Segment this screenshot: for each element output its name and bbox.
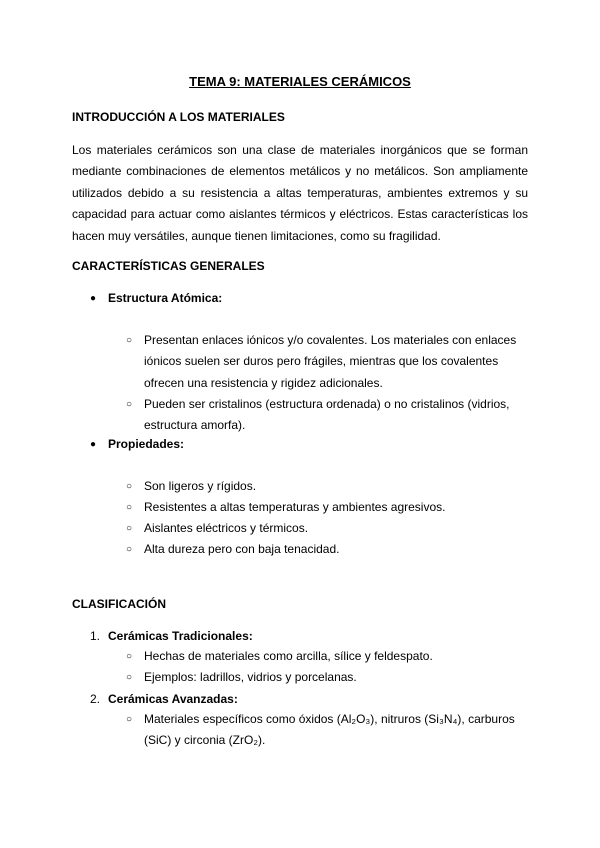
list-item <box>126 394 528 437</box>
page-title: TEMA 9: MATERIALES CERÁMICOS <box>189 74 411 89</box>
list-item <box>126 539 528 560</box>
list-item-text: Hechas de materiales como arcilla, sílice y feldespato. <box>144 649 433 663</box>
bullet-propiedades <box>90 437 184 451</box>
numbered-item-tradicionales <box>90 629 253 643</box>
list-item-text: Presentan enlaces iónicos y/o covalentes. Los materiales con enlaces iónicos suelen ser duros pero frágiles, mientras que los covalentes ofrecen una resistencia y rigidez adicionales. <box>144 333 517 390</box>
circle-bullet-icon: ○ <box>126 714 133 725</box>
numbered-item-label: Cerámicas Tradicionales: <box>108 629 253 643</box>
numbered-item-label: Cerámicas Avanzadas: <box>108 692 238 706</box>
bullet-dot-icon: ● <box>90 293 97 304</box>
intro-paragraph: Los materiales cerámicos son una clase de materiales inorgánicos que se forman mediante combinaciones de elementos metálicos y no metálicos. Son ampliamente utilizados debido a su resistencia a altas temperaturas, ambientes extremos y su capacidad para actuar como aislantes térmicos y eléctricos. Estas características los hacen muy versátiles, aunque tienen limitaciones, como su fragilidad. <box>72 143 528 243</box>
bullet-label: Estructura Atómica: <box>108 291 223 305</box>
circle-bullet-icon: ○ <box>126 502 133 513</box>
circle-bullet-icon: ○ <box>126 672 133 683</box>
list-item <box>126 709 528 752</box>
list-item <box>126 330 528 394</box>
list-item <box>126 667 528 688</box>
numbered-item-avanzadas <box>90 692 238 706</box>
circle-bullet-icon: ○ <box>126 481 133 492</box>
circle-bullet-icon: ○ <box>126 544 133 555</box>
list-item-text: Son ligeros y rígidos. <box>144 479 257 493</box>
list-item <box>126 646 528 667</box>
list-item <box>126 518 528 539</box>
bullet-label: Propiedades: <box>108 437 185 451</box>
list-item-text: Resistentes a altas temperaturas y ambientes agresivos. <box>144 500 446 514</box>
circle-bullet-icon: ○ <box>126 399 133 410</box>
list-item-text: Materiales específicos como óxidos (Al₂O₃), nitruros (Si₃N₄), carburos (SiC) y circonia (ZrO₂). <box>144 712 515 748</box>
bullet-dot-icon: ● <box>90 439 97 450</box>
list-item-text: Alta dureza pero con baja tenacidad. <box>144 542 340 556</box>
circle-bullet-icon: ○ <box>126 335 133 346</box>
list-item-text: Ejemplos: ladrillos, vidrios y porcelanas. <box>144 670 357 684</box>
bullet-estructura-atomica <box>90 291 222 305</box>
list-item <box>126 476 528 497</box>
list-item-text: Aislantes eléctricos y térmicos. <box>144 521 309 535</box>
circle-bullet-icon: ○ <box>126 523 133 534</box>
list-item-text: Pueden ser cristalinos (estructura ordenada) o no cristalinos (vidrios, estructura amorfa). <box>144 397 510 433</box>
list-item <box>126 497 528 518</box>
classification-heading: CLASIFICACIÓN <box>72 597 166 611</box>
item-number: 1. <box>90 629 101 643</box>
general-heading: CARACTERÍSTICAS GENERALES <box>72 259 265 273</box>
circle-bullet-icon: ○ <box>126 651 133 662</box>
intro-heading: INTRODUCCIÓN A LOS MATERIALES <box>72 110 285 124</box>
item-number: 2. <box>90 692 101 706</box>
